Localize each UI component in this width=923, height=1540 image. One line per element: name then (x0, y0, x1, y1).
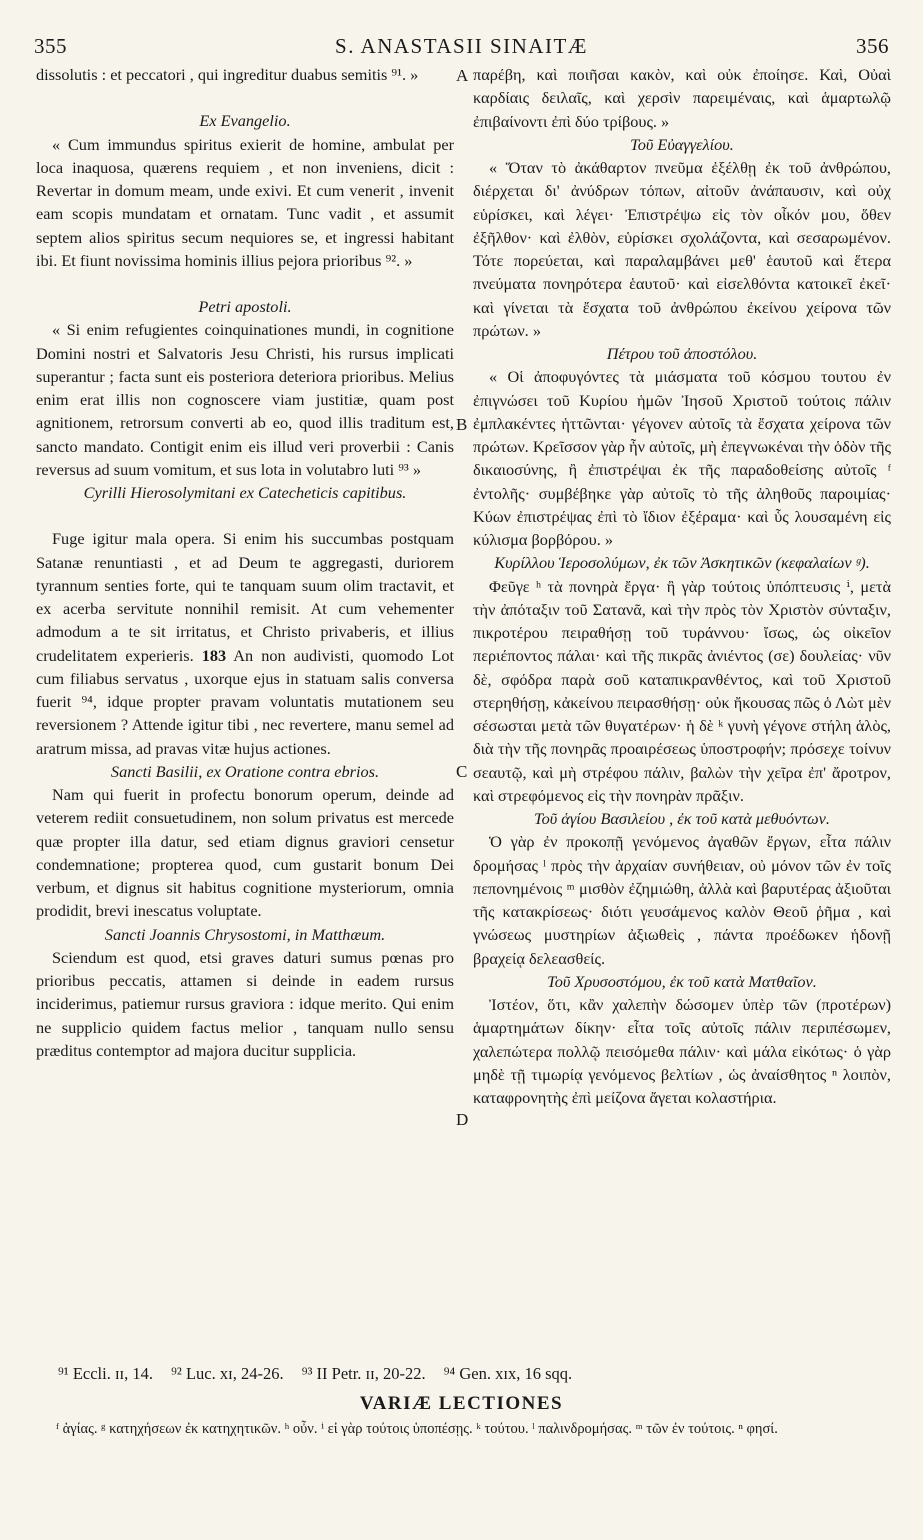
page-number-right: 356 (856, 34, 889, 58)
latin-paragraph-basilii: Nam qui fuerit in profectu bonorum operum, deinde ad veterem rediit consuetudinem, non solum privatus est mercede quæ propter illa datur, sed etiam dignus graviori censetur condemnatione; propterea quod, cum gustarit bonum Dei verbum, et dignus sit habitus cognitione mysteriorum, omnia prodidit, brevi inescatus voluptate. (36, 785, 454, 921)
greek-column (473, 63, 891, 1109)
variae-lectiones-title: VARIÆ LECTIONES (359, 1393, 564, 1414)
latin-heading-cyrilli: Cyrilli Hierosolymitani ex Catecheticis capitibus. (83, 483, 407, 502)
running-title: S. ANASTASII SINAITÆ (335, 34, 588, 58)
latin-heading-chrysostomi: Sancti Joannis Chrysostomi, in Matthæum. (104, 924, 386, 944)
latin-column (36, 63, 454, 1062)
latin-heading-basilii: Sancti Basilii, ex Oratione contra ebrios. (110, 761, 380, 781)
margin-letter-b: B (456, 415, 468, 434)
greek-heading-chrysostomi: Τοῦ Χρυσοστόμου, ἐκ τοῦ κατὰ Ματθαῖον. (547, 971, 817, 991)
greek-heading-petri: Πέτρου τοῦ ἀποστόλου. (606, 344, 758, 363)
latin-cyrilli-part-1: Fuge igitur mala opera. Si enim his succumbas postquam Satanæ renuntiasti , et ad Deum te aggregasti, duriorem tyrannum senties forte, qui te tanquam suum olim tractavit, et ex acerba servitute nonnihil remisit. At cum vehementer admodum a te sit irritatus, et Christo privaberis, et illius crudelitatem experieris. (36, 529, 454, 665)
latin-heading-petri: Petri apostoli. (198, 297, 292, 316)
running-header (34, 34, 889, 58)
footnote: ⁹⁴ Gen. xɪx, 16 sqq. (443, 1364, 573, 1383)
margin-letter-c: C (456, 762, 468, 781)
column-marker: 183 (201, 645, 227, 665)
footnotes (58, 1364, 893, 1384)
page-number-left: 355 (34, 34, 67, 58)
greek-paragraph-petri: « Οἱ ἀποφυγόντες τὰ μιάσματα τοῦ κόσμου τουτου ἐν ἐπιγνώσει τοῦ Κυρίου ἡμῶν Ἰησοῦ Χριστοῦ τούτοις πάλιν ἐμπλακέντες ἡττῶνται· γέγονεν αὐτοῖς τὰ ἔσχατα χείρονα τῶν πρώτων. Κρεῖσσον γὰρ ἦν αὐτοῖς, μὴ ἐπεγνωκέναι τὴν ὁδὸν τῆς δικαιοσύνης, ἢ ἐπιστρέψαι ἐκ τῆς παραδοθείσης αὐτοῖς ᶠ ἐντολῆς· συμβέβηκε γὰρ αὐτοῖς τὸ τῆς ἀληθοῦς παροιμίας· Κύων ἐπιστρέψας ἐπὶ τὸ ἴδιον ἐξέραμα· καὶ ὗς λουσαμένη εἰς κύλισμα βορβόρου. » (473, 367, 891, 549)
variae-lectiones-text: ᶠ ἁγίας. ᵍ κατηχήσεων ἐκ κατηχητικῶν. ʰ οὖν. ⁱ εἰ γὰρ τούτοις ὑποπέσῃς. ᵏ τούτου. ˡ παλινδρομήσας. ᵐ τῶν ἐν τούτοις. ⁿ φησί. (56, 1421, 778, 1437)
greek-paragraph-evangelio: « Ὅταν τὸ ἀκάθαρτον πνεῦμα ἐξέλθῃ ἐκ τοῦ ἀνθρώπου, διέρχεται δι' ἀνύδρων τόπων, αἰτοῦν ἀνάπαυσιν, καὶ οὐχ εὑρίσκει, καὶ λέγει· Ἐπιστρέψω εἰς τὸν οἶκόν μου, ὅθεν ἐξῆλθον· καὶ ἐλθὸν, εὑρίσκει σχολάζοντα, καὶ σεσαρωμένον. Τότε πορεύεται, καὶ παραλαμβάνει μεθ' ἑαυτοῦ καὶ ἕτερα πνεύματα πονηρότερα ἑαυτοῦ· καὶ εἰσελθόντα κατοικεῖ ἐκεῖ· καὶ γίνεται τὰ ἔσχατα τοῦ ἀνθρώπου ἐκείνου χείρονα τῶν πρώτων. » (473, 158, 891, 340)
greek-paragraph-cyrilli: Φεῦγε ʰ τὰ πονηρὰ ἔργα· ἢ γὰρ τούτοις ὑπόπτευσις ⁱ, μετὰ τὴν ἀπόταξιν τοῦ Σατανᾶ, καὶ τὴν πρὸς τὸν Χριστὸν σύνταξιν, πικροτέρου πειραθήσῃ τοῦ τυράννου· ἴσως, ὡς οἰκεῖον περιέποντος πάλαι· καὶ τῆς πικρᾶς ἀνιέντος (σε) δουλείας· νῦν δὲ, σφόδρα παρὰ σοῦ καταπικρανθέντος, καὶ τοῦ Χριστοῦ στερηθήσῃ, κἀκείνου πειρασθήσῃ· οὐκ ἤκουσας πῶς ὁ Λὼτ μὲν σέσωσται μετὰ τῶν θυγατέρων· ἡ δὲ ᵏ γυνὴ γέγονε στήλη ἁλὸς, διὰ τὴν τῆς πονηρᾶς προαιρέσεως ὑποστροφήν; πρόσεχε τοίνυν σεαυτῷ, καὶ μὴ στρέφου πάλιν, βαλὼν τὴν χεῖρα ἐπ' ἄροτρον, καὶ στρεφόμενος εἰς τὴν πονηρὰν πρᾶξιν. (473, 576, 891, 805)
footnote: ⁹³ II Petr. ɪɪ, 20-22. (301, 1364, 426, 1383)
greek-heading-cyrilli: Κυρίλλου Ἱεροσολύμων, ἐκ τῶν Ἀσκητικῶν (κεφαλαίων ᵍ). (494, 553, 870, 573)
footnote: ⁹¹ Eccli. ɪɪ, 14. (58, 1364, 154, 1383)
latin-cyrilli-part-2: An non audivisti, quomodo Lot cum filiabus servatus , uxorque ejus in statuam salis conversa fuerit ⁹⁴, idque propter pravam voluntatis mutationem seu reversionem ? Attende igitur tibi , nec revertere, manu semel ad aratrum missa, ad pravas vitæ hujus actiones. (36, 645, 455, 758)
latin-paragraph-evangelio: « Cum immundus spiritus exierit de homine, ambulat per loca inaquosa, quærens requiem , et non inveniens, dicit : Revertar in domum meam, unde exivi. Et cum venerit , invenit eam scopis mundatam et ornatam. Tunc vadit , et assumit septem alios spiritus secum nequiores se, et ingressi habitant ibi. Et fiunt novissima hominis illius pejora prioribus ⁹². » (36, 134, 454, 270)
margin-letter-d: D (456, 1110, 469, 1129)
greek-paragraph-intro: παρέβη, καὶ ποιῆσαι κακὸν, καὶ οὐκ ἐποίησε. Καὶ, Οὐαὶ καρδίαις δειλαῖς, καὶ χερσὶν παρειμέναις, καὶ ἁμαρτωλῷ ἐπιβαίνοντι ἐπὶ δύο τρίβους. » (473, 65, 891, 131)
latin-paragraph-intro: dissolutis : et peccatori , qui ingreditur duabus semitis ⁹¹. » (36, 65, 419, 84)
greek-paragraph-basilii: Ὁ γὰρ ἐν προκοπῇ γενόμενος ἀγαθῶν ἔργων, εἶτα πάλιν δρομήσας ˡ πρὸς τὴν ἀρχαίαν συνήθειαν, οὐ μόνον τῶν ἐν τοῖς πεπονημένοις ᵐ μισθὸν ἐζημιώθη, ἀλλὰ καὶ βαρυτέρας ἀξιοῦται τῆς κατακρίσεως· διότι γευσάμενος καλὸν Θεοῦ ῥῆμα , καὶ γνώσεως μυστηρίων ἀξιωθεὶς , πάντα προέδωκεν ἡδονῇ βραχείᾳ δελεασθείς. (473, 832, 891, 968)
latin-paragraph-cyrilli (36, 527, 454, 760)
latin-paragraph-petri: « Si enim refugientes coinquinationes mundi, in cognitione Domini nostri et Salvatoris Jesu Christi, his rursus implicati superantur ; facta sunt eis posteriora deteriora prioribus. Melius enim erat illis non cognoscere viam justitiæ, quam post agnitionem, retrorsum converti ab eo, quod illis traditum est, sancto mandato. Contigit enim eis illud veri proverbii : Canis reversus ad suum vomitum, et sus lota in volutabro luti ⁹³ » (36, 320, 454, 479)
greek-heading-basilii: Τοῦ ἁγίου Βασιλείου , ἐκ τοῦ κατὰ μεθυόντων. (534, 809, 830, 828)
greek-heading-evangelio: Τοῦ Εὐαγγελίου. (630, 134, 734, 154)
greek-paragraph-chrysostomi: Ἰστέον, ὅτι, κἂν χαλεπὴν δώσομεν ὑπὲρ τῶν (προτέρων) ἁμαρτημάτων δίκην· εἶτα τοῖς αὐτοῖς πάλιν περιπέσωμεν, χαλεπώτερα πολλῷ πεισόμεθα πάλιν· καὶ μάλα εἰκότως· ὁ γὰρ μηδὲ τῇ τιμωρίᾳ γενόμενος βελτίων , ὡς ἀναίσθητος ⁿ λοιπὸν, καταφρονητὴς ἐπὶ μείζονα ἄγεται κολαστήρια. (473, 995, 891, 1107)
latin-heading-evangelio: Ex Evangelio. (199, 111, 291, 131)
latin-paragraph-chrysostomi: Sciendum est quod, etsi graves daturi sumus pœnas pro prioribus peccatis, attamen si deinde in eadem rursus inciderimus, patiemur rursus graviora : idque merito. Qui enim ne supplicio quidem factus melior , tanquam nullo sensu præditus contemptor ad majora ducitur supplicia. (36, 947, 454, 1060)
margin-letter-a: A (456, 66, 469, 85)
footnote: ⁹² Luc. xɪ, 24-26. (171, 1364, 284, 1383)
